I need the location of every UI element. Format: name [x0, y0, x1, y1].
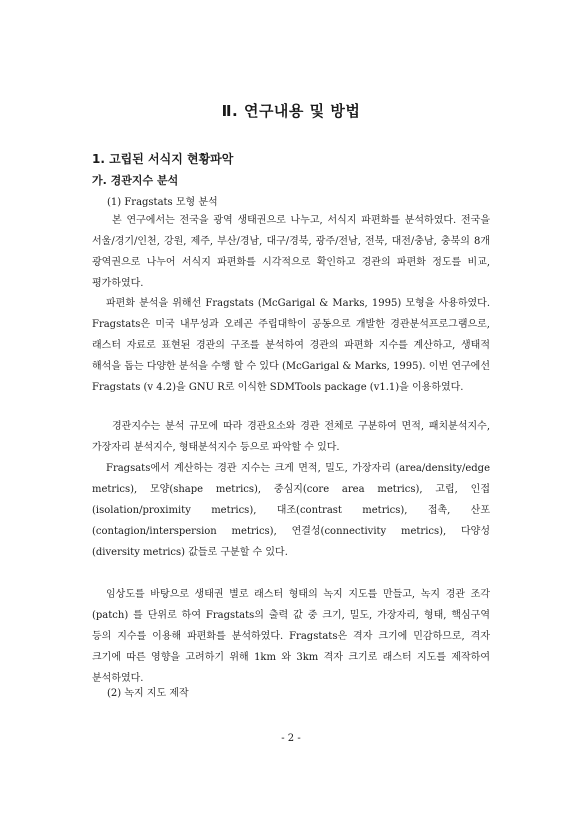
paragraph-metric-types: Fragsats에서 계산하는 경관 지수는 크게 면적, 밀도, 가장자리 (area/density/edge metrics), 모양(shape metrics), 중심지(core area metrics), 고립, 인접(isolation/proximity metrics), 대조(contrast metrics), 접촉, 산포 (contagion/interspersion metrics), 연결성(connectivity metrics), 다양성 (diversity metrics) 값들로 구분할 수 있다.	[92, 463, 490, 558]
chapter-title: Ⅱ. 연구내용 및 방법	[221, 102, 361, 120]
paragraph-landscape-index: 경관지수는 분석 규모에 따라 경관요소와 경관 전체로 구분하여 면적, 패치분석지수, 가장자리 분석지수, 형태분석지수 등으로 파악할 수 있다.	[92, 421, 490, 453]
paragraph-study-regions: 본 연구에서는 전국을 광역 생태권으로 나누고, 서식지 파편화를 분석하였다. 전국을 서울/경기/인천, 강원, 제주, 부산/경남, 대구/경북, 광주/전남, 전북, 대전/충남, 충북의 8개 광역권으로 나누어 서식지 파편화를 시각적으로 확인하고 경관의 파편화 정도를 비교, 평가하였다.	[92, 215, 490, 289]
paragraph-green-map-analysis: 임상도를 바탕으로 생태권 별로 래스터 형태의 녹지 지도를 만들고, 녹지 경관 조각(patch) 를 단위로 하여 Fragstats의 출력 값 중 크기, 밀도, 가장자리, 형태, 핵심구역 등의 지수를 이용해 파편화를 분석하였다. Fragstats은 격자 크기에 민감하므로, 격자 크기에 따른 영향을 고려하기 위해 1km 와 3km 격자 크기로 래스터 지도를 제작하여 분석하였다.	[92, 589, 490, 684]
subsection-heading: 가. 경관지수 분석	[92, 174, 179, 187]
item-heading-green-map: (2) 녹지 지도 제작	[107, 688, 189, 699]
page-number: - 2 -	[281, 733, 301, 744]
section-heading: 1. 고립된 서식지 현황파악	[92, 152, 234, 166]
item-heading-fragstats: (1) Fragstats 모형 분석	[107, 197, 218, 208]
paragraph-fragstats-model: 파편화 분석을 위해선 Fragstats (McGarigal & Marks, 1995) 모형을 사용하였다. Fragstats은 미국 내무성과 오레곤 주립대학이 공동으로 개발한 경관분석프로그램으로, 래스터 자료로 표현된 경관의 구조를 분석하여 경관의 파편화 지수를 계산하고, 생태적 해석을 돕는 다양한 분석을 수행 할 수 있다 (McGarigal & Marks, 1995). 이번 연구에선 Fragstats (v 4.2)을 GNU R로 이식한 SDMTools package (v1.1)을 이용하였다.	[92, 298, 490, 393]
